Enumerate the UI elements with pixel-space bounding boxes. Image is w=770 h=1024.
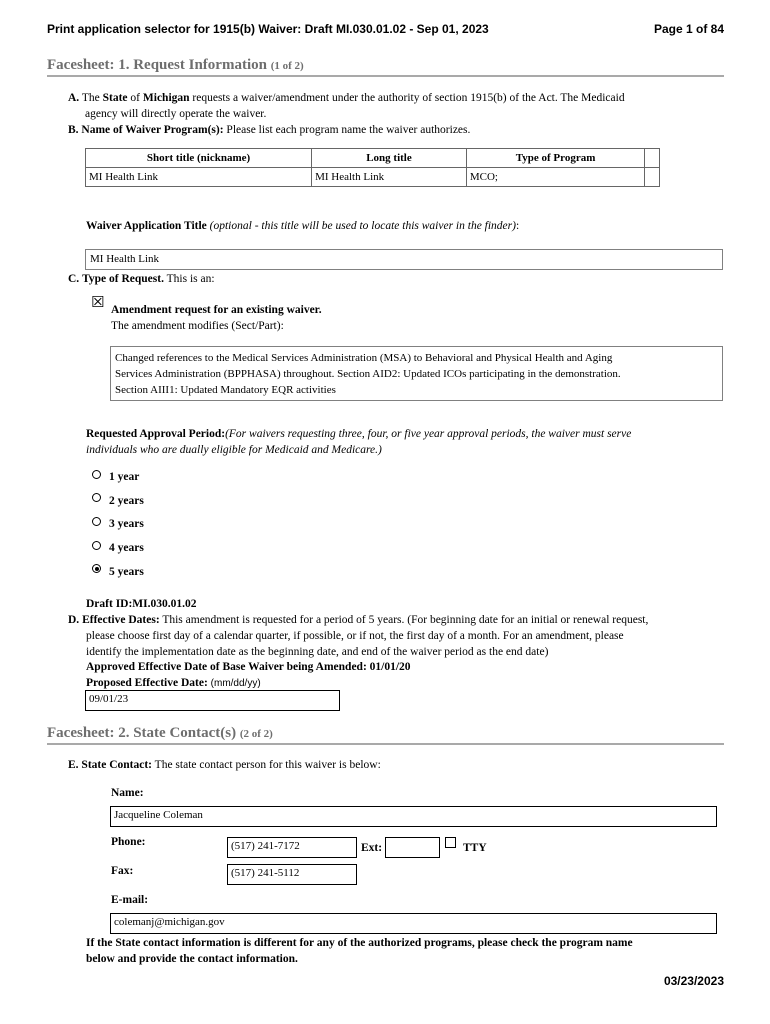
- radio-label: 1 year: [109, 471, 140, 483]
- item-d-text: This amendment is requested for a period of 5 years. (For beginning date for an initial or renewal request,: [162, 614, 649, 626]
- ext-field[interactable]: [385, 837, 440, 858]
- section-count: (2 of 2): [239, 728, 273, 740]
- app-title-colon: :: [515, 220, 520, 232]
- state-name: Michigan: [142, 92, 190, 104]
- app-title-label-line: [86, 218, 519, 234]
- item-d-label: Effective Dates:: [82, 614, 160, 626]
- item-a-text: requests a waiver/amendment under the authority of section 1915(b) of the Act. The Medicaid: [192, 92, 625, 104]
- app-title-label: Waiver Application Title: [86, 220, 207, 232]
- item-d: [68, 612, 733, 628]
- name-label: Name:: [111, 787, 144, 799]
- tty-label: TTY: [463, 842, 487, 854]
- approval-hint-line2: individuals who are dually eligible for Medicaid and Medicare.): [86, 444, 382, 456]
- radio-label: 2 years: [109, 495, 144, 507]
- radio-label: 3 years: [109, 518, 144, 530]
- table-cell-empty: [645, 168, 660, 187]
- email-label: E-mail:: [111, 894, 149, 906]
- item-b: [68, 122, 470, 138]
- item-b-text: Please list each program name the waiver authorizes.: [226, 124, 471, 136]
- page-header-title: Print application selector for 1915(b) Waiver: Draft MI.030.01.02 - Sep 01, 2023: [47, 22, 489, 36]
- radio-1-year[interactable]: [92, 470, 101, 479]
- item-a-text: of: [130, 92, 141, 104]
- item-a: [68, 90, 728, 106]
- item-d-line3: identify the implementation date as the beginning date, and end of the waiver period as the end date): [86, 646, 549, 658]
- column-header: Long title: [312, 149, 467, 168]
- section-title-text: Facesheet: 2. State Contact(s): [47, 725, 237, 741]
- item-a-text: The: [81, 92, 100, 104]
- app-title-field[interactable]: MI Health Link: [85, 249, 723, 270]
- section-title-text: Facesheet: 1. Request Information: [47, 57, 267, 73]
- item-e-letter: E.: [68, 759, 79, 771]
- item-d-letter: D.: [68, 614, 80, 626]
- fax-label: Fax:: [111, 865, 134, 877]
- item-c-label: Type of Request.: [82, 273, 164, 285]
- proposed-date-field[interactable]: 09/01/23: [85, 690, 340, 711]
- program-table: [85, 148, 660, 187]
- contact-note-line2: below and provide the contact information.: [86, 953, 298, 965]
- page-number: Page 1 of 84: [653, 22, 724, 36]
- item-d-line2: please choose first day of a calendar quarter, if possible, or if not, the first day of a month. For an amendment, please: [86, 630, 624, 642]
- item-a-letter: A.: [68, 92, 80, 104]
- approval-period: [86, 426, 726, 442]
- amendment-label: Amendment request for an existing waiver.: [111, 304, 322, 316]
- phone-field[interactable]: (517) 241-7172: [227, 837, 357, 858]
- approved-effective-date: Approved Effective Date of Base Waiver being Amended: 01/01/20: [86, 661, 411, 673]
- contact-note-line1: If the State contact information is different for any of the authorized programs, please check the program name: [86, 937, 633, 949]
- table-row: [86, 168, 660, 187]
- section-count: (1 of 2): [270, 60, 304, 72]
- footer-date: 03/23/2023: [663, 974, 724, 988]
- proposed-date-hint: (mm/dd/yy): [210, 678, 261, 689]
- item-e-label: State Contact:: [81, 759, 152, 771]
- item-e: [68, 757, 381, 773]
- section-title-request-info: [47, 57, 304, 74]
- ext-label: Ext:: [361, 842, 383, 854]
- approval-label: Requested Approval Period:: [86, 428, 226, 440]
- modifies-line: Services Administration (BPPHASA) throughout. Section AID2: Updated ICOs participating in the demonstration.: [115, 368, 621, 380]
- item-b-letter: B.: [68, 124, 79, 136]
- approval-hint: (For waivers requesting three, four, or five year approval periods, the waiver must serve: [225, 428, 632, 440]
- tty-checkbox[interactable]: [445, 837, 456, 848]
- item-c: [68, 271, 215, 287]
- modifies-line: Changed references to the Medical Services Administration (MSA) to Behavioral and Physical Health and Aging: [115, 352, 613, 364]
- draft-id: Draft ID:MI.030.01.02: [86, 598, 197, 610]
- item-c-letter: C.: [68, 273, 80, 285]
- table-cell: MI Health Link: [86, 168, 312, 187]
- table-cell: MI Health Link: [312, 168, 467, 187]
- phone-label: Phone:: [111, 836, 146, 848]
- section-title-state-contact: [47, 725, 273, 742]
- proposed-date-label: Proposed Effective Date:: [86, 677, 208, 689]
- radio-5-years-selected[interactable]: [92, 564, 101, 573]
- column-header-empty: [645, 149, 660, 168]
- item-c-text: This is an:: [166, 273, 215, 285]
- item-b-label: Name of Waiver Program(s):: [81, 124, 224, 136]
- radio-3-years[interactable]: [92, 517, 101, 526]
- column-header: Short title (nickname): [86, 149, 312, 168]
- radio-label: 4 years: [109, 542, 144, 554]
- state-label: State: [102, 92, 128, 104]
- section-divider: [47, 743, 724, 745]
- fax-field[interactable]: (517) 241-5112: [227, 864, 357, 885]
- modifies-line: Section AIII1: Updated Mandatory EQR activities: [115, 384, 336, 396]
- section-divider: [47, 75, 724, 77]
- item-a-line2: agency will directly operate the waiver.: [85, 108, 267, 120]
- modifies-field[interactable]: [110, 346, 723, 401]
- item-e-text: The state contact person for this waiver is below:: [154, 759, 381, 771]
- table-cell: MCO;: [466, 168, 644, 187]
- contact-name-field[interactable]: Jacqueline Coleman: [110, 806, 717, 827]
- radio-label: 5 years: [109, 566, 144, 578]
- amendment-checkbox[interactable]: ☒: [91, 293, 105, 311]
- modifies-label: The amendment modifies (Sect/Part):: [111, 320, 284, 332]
- table-header-row: [86, 149, 660, 168]
- app-title-hint: (optional - this title will be used to locate this waiver in the finder): [209, 220, 516, 232]
- column-header: Type of Program: [466, 149, 644, 168]
- email-field[interactable]: colemanj@michigan.gov: [110, 913, 717, 934]
- radio-2-years[interactable]: [92, 493, 101, 502]
- radio-4-years[interactable]: [92, 541, 101, 550]
